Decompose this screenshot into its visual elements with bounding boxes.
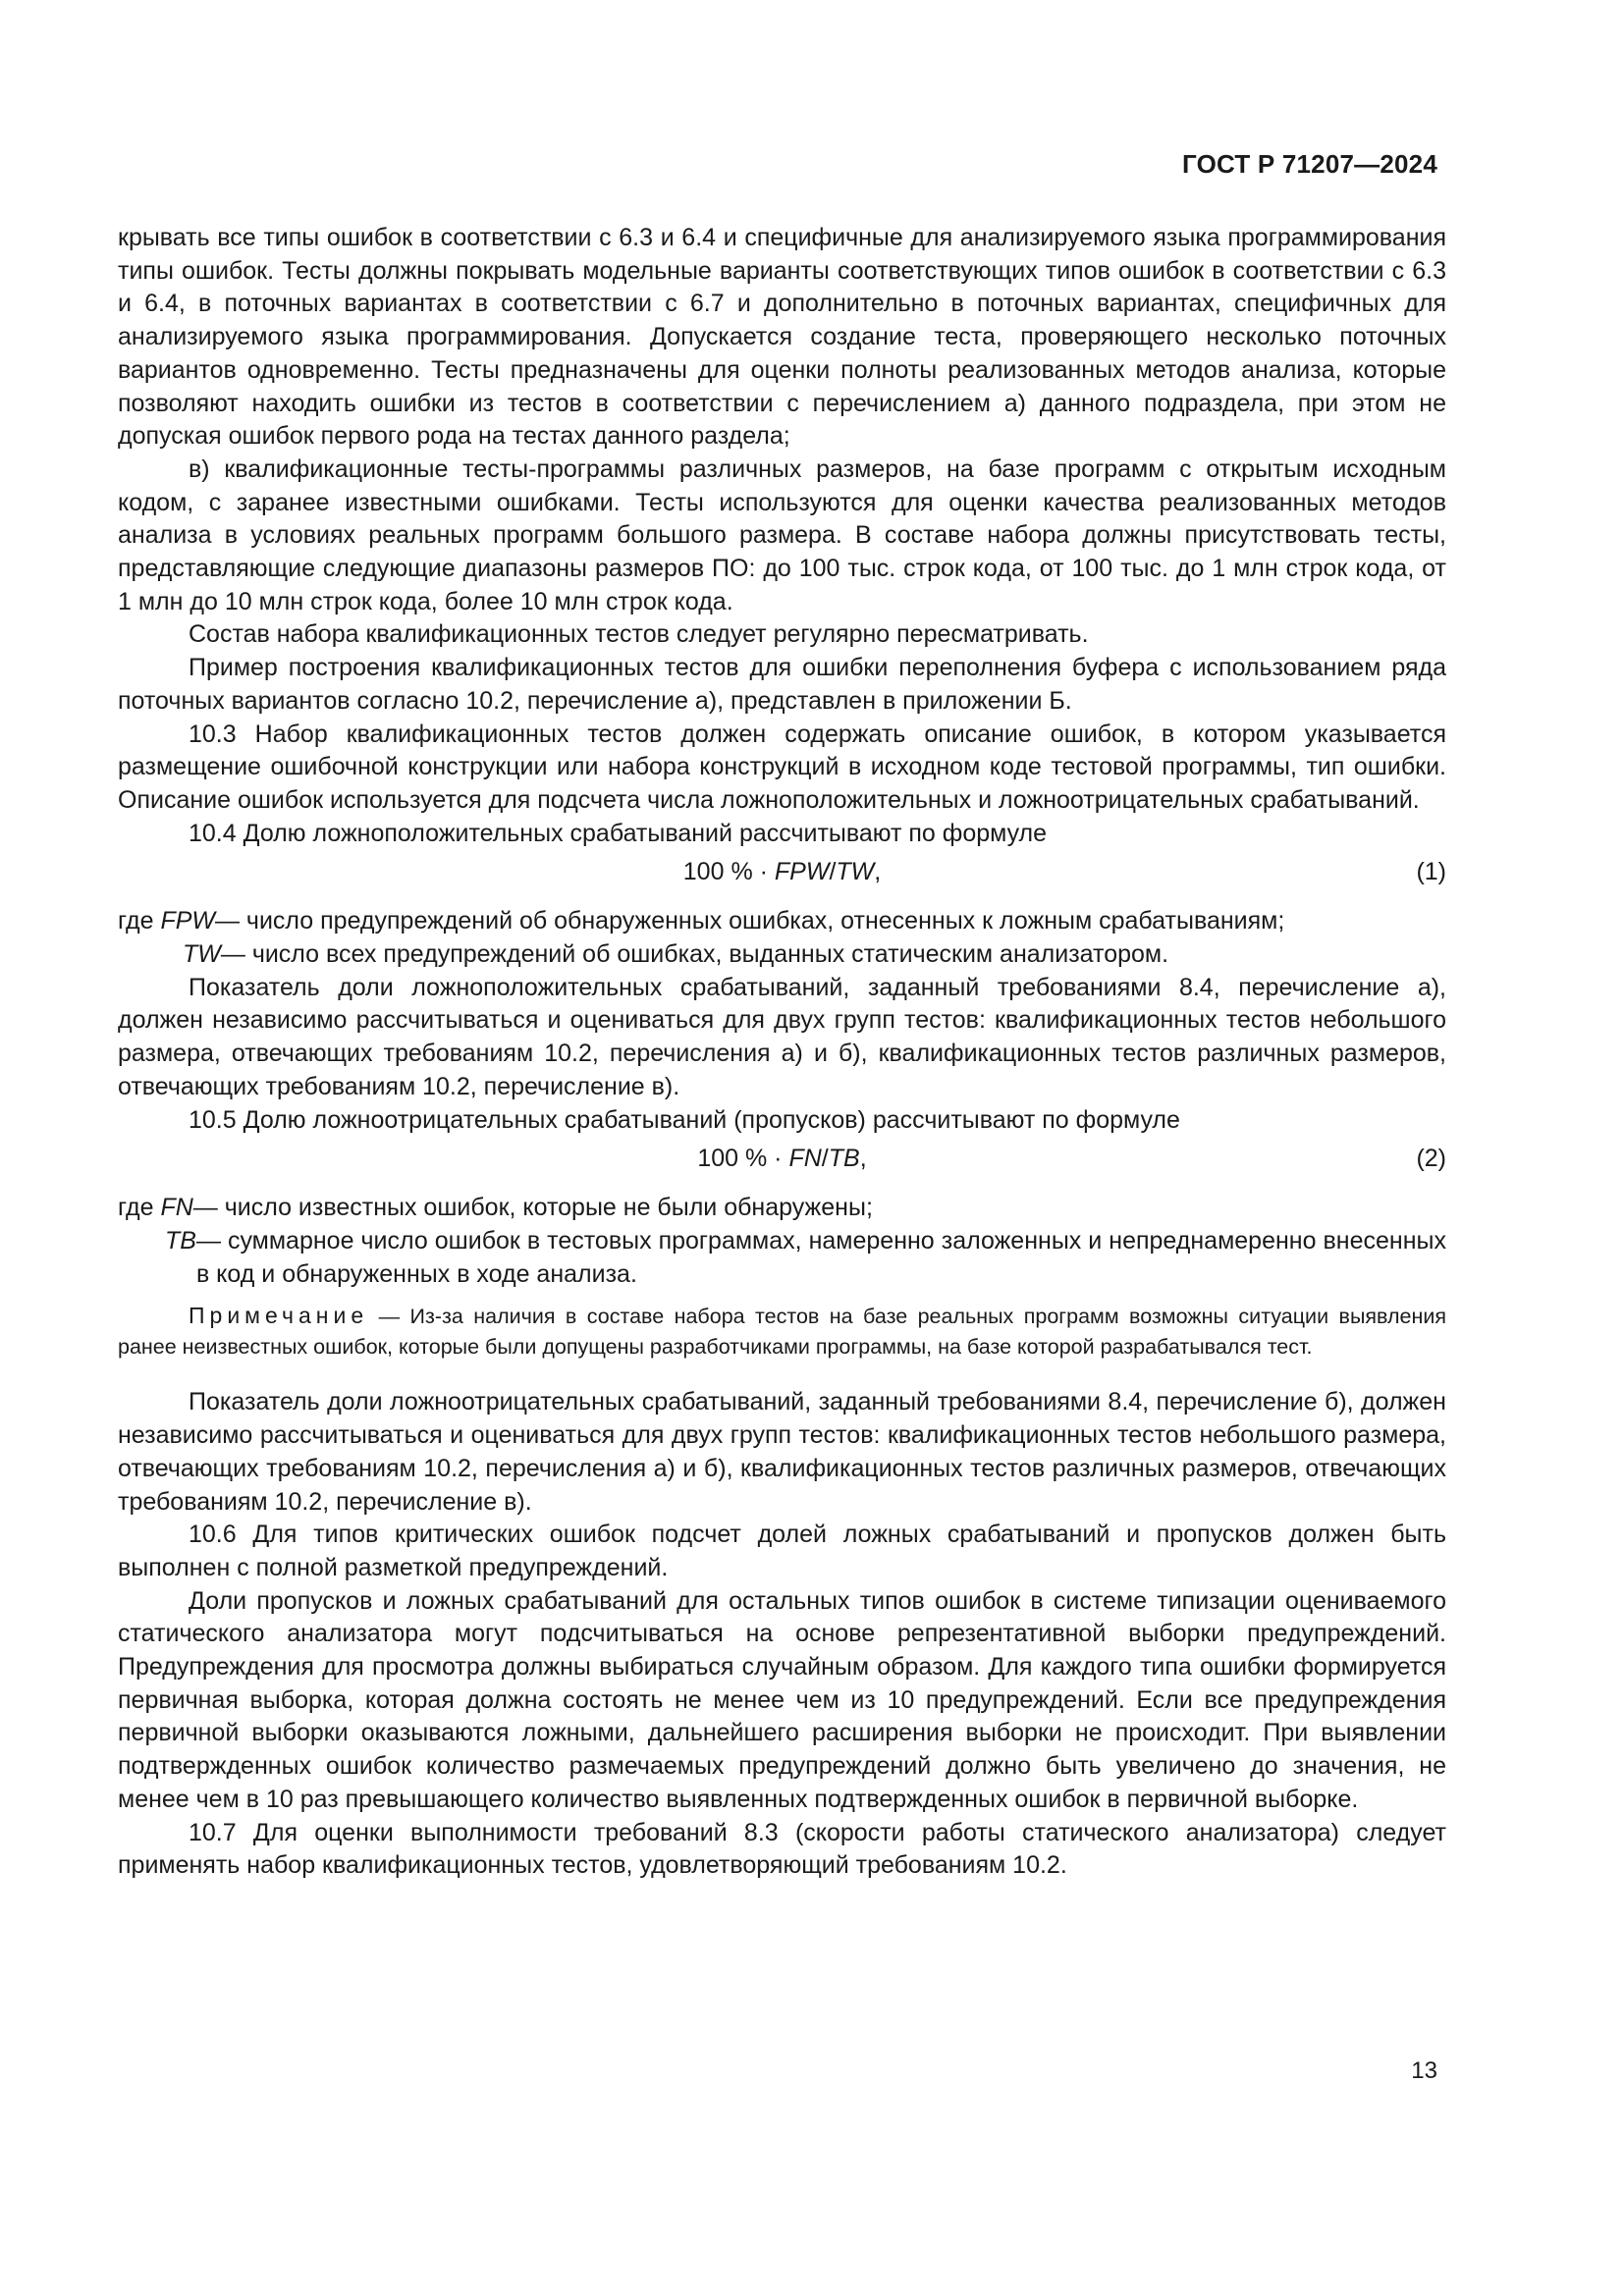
- paragraph: 10.7 Для оценки выполнимости требований 8.3 (скорости работы статического анализатора) следует применять набор квалификационных тестов, удовлетворяющий требованиям 10.2.: [118, 1818, 1446, 1880]
- formula-expression: 100 % · FPW/TW,: [682, 858, 882, 886]
- document-header: ГОСТ Р 71207—2024: [1182, 149, 1437, 179]
- paragraph: Состав набора квалификационных тестов следует регулярно пересматривать.: [189, 620, 1089, 649]
- formula-number: (1): [1416, 858, 1446, 886]
- paragraph: 10.4 Долю ложноположительных срабатываний рассчитывают по формуле: [189, 819, 1048, 847]
- paragraph: Показатель доли ложноотрицательных срабатываний, заданный требованиями 8.4, перечисление б), должен независимо рассчитываться и оцениваться для двух групп тестов: квалификационных тестов небольшого размера, отвечающих требованиям 10.2, перечисления а) и б), квалификационных тестов различных размеров, отвечающих требованиям 10.2, перечисление в).: [118, 1388, 1446, 1516]
- paragraph: 10.6 Для типов критических ошибок подсчет долей ложных срабатываний и пропусков должен быть выполнен с полной разметкой предупреждений.: [118, 1521, 1446, 1581]
- definition-item: TB — суммарное число ошибок в тестовых программах, намеренно заложенных и непреднамеренно внесенных в код и обнаруженных в ходе анализа.: [165, 1226, 1446, 1288]
- definition-item: где FN — число известных ошибок, которые не были обнаружены;: [118, 1194, 873, 1222]
- formula-2: [118, 1143, 1446, 1186]
- note-label: Примечание: [189, 1303, 369, 1329]
- paragraph: Пример построения квалификационных тестов для ошибки переполнения буфера с использованием ряда поточных вариантов согласно 10.2, перечисление а), представлен в приложении Б.: [118, 654, 1446, 715]
- page-body: [118, 222, 1446, 1883]
- note-text: — Из-за наличия в составе набора тестов на базе реальных программ возможны ситуации выявления ранее неизвестных ошибок, которые были допущены разработчиками программы, на базе которой разрабатывался тест.: [118, 1305, 1446, 1360]
- definition-item: где FPW — число предупреждений об обнаруженных ошибках, отнесенных к ложным срабатываниям;: [118, 907, 1285, 935]
- paragraph: крывать все типы ошибок в соответствии с 6.3 и 6.4 и специфичные для анализируемого языка программирования типы ошибок. Тесты должны покрывать модельные варианты соответствующих типов ошибок в соответствии с 6.3 и 6.4, в поточных вариантах в соответствии с 6.7 и дополнительно в поточных вариантах, специфичных для анализируемого языка программирования. Допускается создание теста, проверяющего несколько поточных вариантов одновременно. Тесты предназначены для оценки полноты реализованных методов анализа, которые позволяют находить ошибки из тестов в соответствии с перечислением а) данного подраздела, при этом не допуская ошибок первого рода на тестах данного раздела;: [118, 224, 1446, 451]
- paragraph: в) квалификационные тесты-программы различных размеров, на базе программ с открытым исходным кодом, с заранее известными ошибками. Тесты используются для оценки качества реализованных методов анализа в условиях реальных программ большого размера. В составе набора должны присутствовать тесты, представляющие следующие диапазоны размеров ПО: до 100 тыс. строк кода, от 100 тыс. до 1 млн строк кода, от 1 млн до 10 млн строк кода, более 10 млн строк кода.: [118, 454, 1446, 615]
- paragraph: Доли пропусков и ложных срабатываний для остальных типов ошибок в системе типизации оцениваемого статического анализатора могут подсчитываться на основе репрезентативной выборки предупреждений. Предупреждения для просмотра должны выбираться случайным образом. Для каждого типа ошибки формируется первичная выборка, которая должна состоять не менее чем из 10 предупреждений. Если все предупреждения первичной выборки оказываются ложными, дальнейшего расширения выборки не происходит. При выявлении подтвержденных ошибок количество размечаемых предупреждений должно быть увеличено до значения, не менее чем в 10 раз превышающего количество выявленных подтвержденных ошибок в первичной выборке.: [118, 1586, 1446, 1813]
- paragraph: 10.3 Набор квалификационных тестов должен содержать описание ошибок, в котором указывается размещение ошибочной конструкции или набора конструкций в исходном коде тестовой программы, тип ошибки. Описание ошибок используется для подсчета числа ложноположительных и ложноотрицательных срабатываний.: [118, 720, 1446, 814]
- paragraph: 10.5 Долю ложноотрицательных срабатываний (пропусков) рассчитывают по формуле: [189, 1105, 1180, 1134]
- note: [118, 1301, 1446, 1362]
- definition-item: TW — число всех предупреждений об ошибках, выданных статическим анализатором.: [183, 940, 1169, 969]
- page-number: 13: [1411, 2057, 1437, 2084]
- formula-expression: 100 % · FN/TB,: [697, 1145, 867, 1173]
- formula-number: (2): [1416, 1145, 1446, 1173]
- paragraph: Показатель доли ложноположительных срабатываний, заданный требованиями 8.4, перечисление а), должен независимо рассчитываться и оцениваться для двух групп тестов: квалификационных тестов небольшого размера, отвечающих требованиям 10.2, перечисления а) и б), квалификационных тестов различных размеров, отвечающих требованиям 10.2, перечисление в).: [118, 973, 1446, 1100]
- formula-1: [118, 856, 1446, 899]
